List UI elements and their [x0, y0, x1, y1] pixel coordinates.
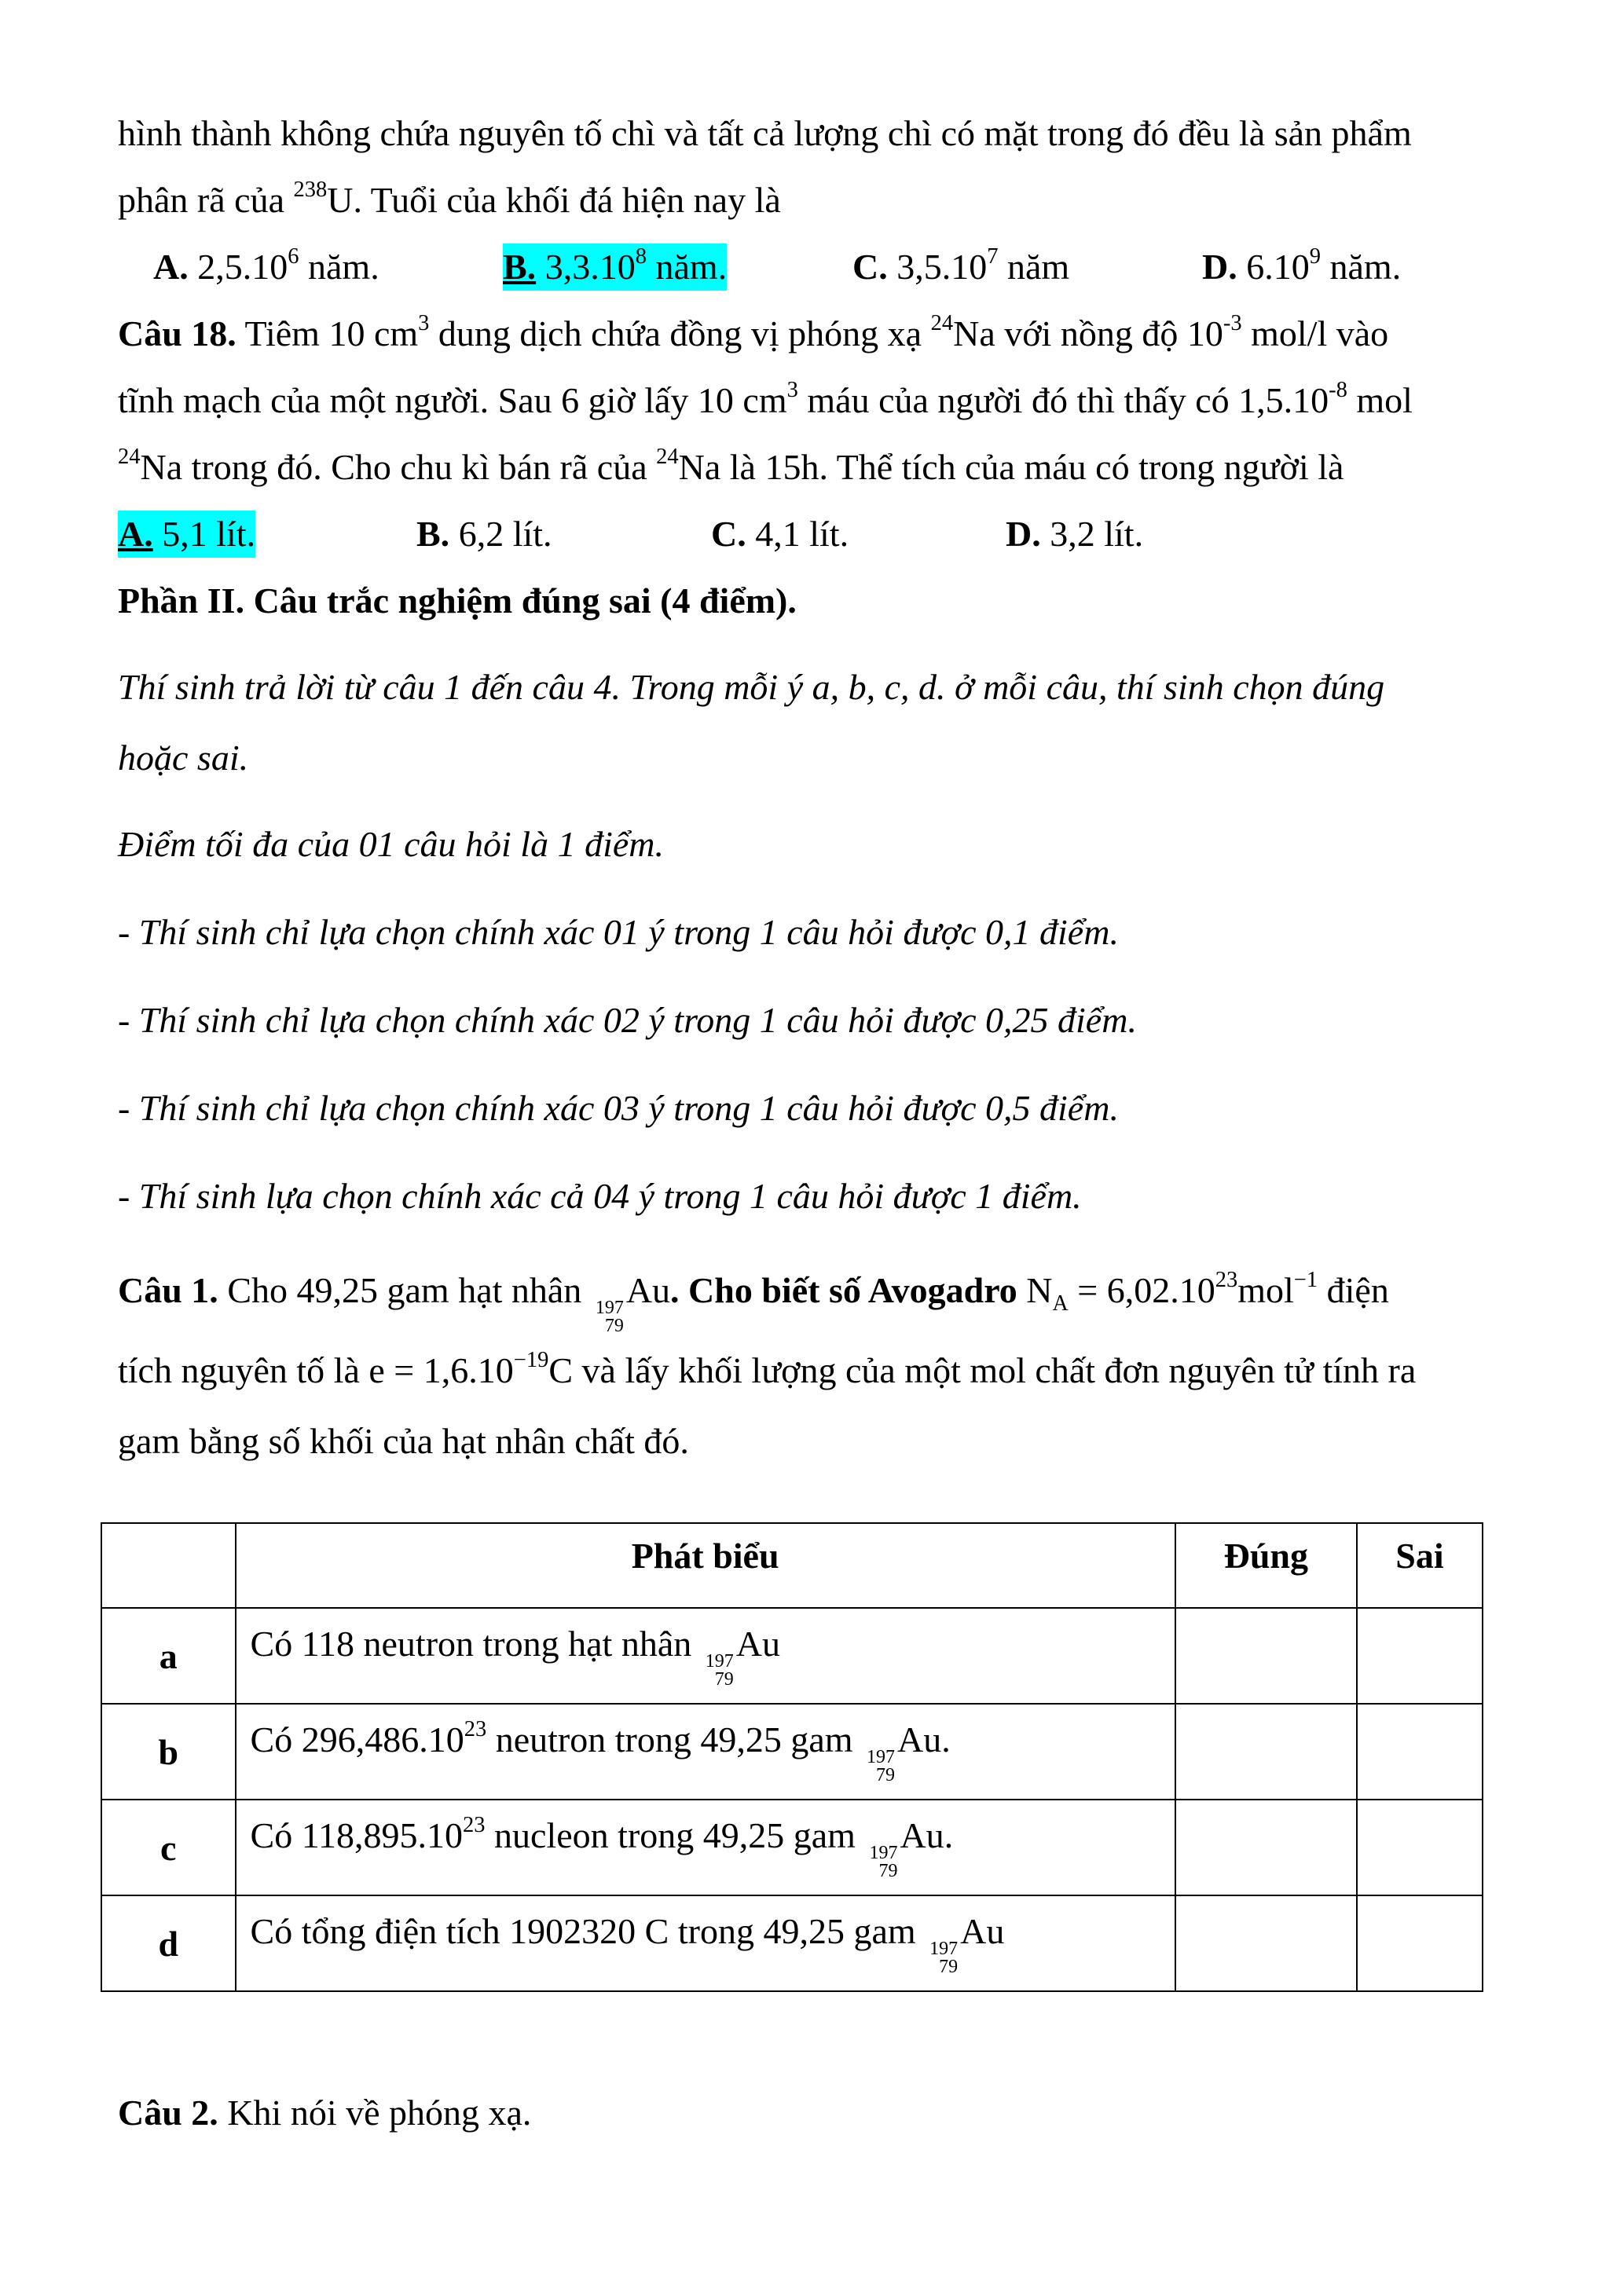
avogadro-formula: $N_A = 6,02.10^{23}mol^{-1}$	[1026, 1268, 1318, 1316]
nuclide-notation: 197 79	[595, 1298, 624, 1336]
table-row	[101, 1895, 1483, 1991]
header-label	[101, 1523, 236, 1608]
row-statement: Có 118,895.10$^{23}$ nucleon trong 49,25 gam 197 79 Au.	[236, 1800, 1175, 1895]
q2-line: Câu 2. Khi nói về phóng xạ.	[118, 2093, 532, 2133]
false-checkbox-cell[interactable]	[1357, 1800, 1483, 1895]
true-checkbox-cell[interactable]	[1175, 1800, 1357, 1895]
row-statement: Có tổng điện tích 1902320 C trong 49,25 gam 197 79 Au	[236, 1895, 1175, 1991]
intro-text: phân rã của	[118, 180, 294, 220]
q17-option-c[interactable]: C. 3,5.10$^7$ năm	[852, 244, 1070, 287]
part2-instruction: - Thí sinh chỉ lựa chọn chính xác 02 ý trong 1 câu hỏi được 0,25 điểm.	[118, 1000, 1137, 1040]
nuclide-notation: 197 79	[929, 1939, 959, 1977]
isotope-mass: 238	[293, 178, 328, 203]
q18-label: Câu 18.	[118, 313, 236, 353]
part2-instruction: - Thí sinh chỉ lựa chọn chính xác 01 ý trong 1 câu hỏi được 0,1 điểm.	[118, 912, 1119, 952]
q1-line-1: Câu 1. Cho 49,25 gam hạt nhân 197 79 Au. Cho biết số Avogadro $N_A = 6,02.10^{23}mol^{-1}$ điện	[118, 1268, 1389, 1336]
true-checkbox-cell[interactable]	[1175, 1895, 1357, 1991]
header-statement: Phát biểu	[236, 1523, 1175, 1608]
header-true: Đúng	[1175, 1523, 1357, 1608]
part2-instruction: - Thí sinh chỉ lựa chọn chính xác 03 ý trong 1 câu hỏi được 0,5 điểm.	[118, 1088, 1119, 1128]
charge-formula: $e = 1,6.10^{-19}C$	[368, 1348, 574, 1390]
nuclide-notation: 197 79	[705, 1651, 734, 1690]
q18-line-2: tĩnh mạch của một người. Sau 6 giờ lấy 10 $cm^3$ máu của người đó thì thấy có $1,5.10^{-8}$ mol	[118, 378, 1413, 420]
true-checkbox-cell[interactable]	[1175, 1608, 1357, 1704]
row-label: b	[101, 1704, 236, 1800]
part2-instruction: Thí sinh trả lời từ câu 1 đến câu 4. Trong mỗi ý a, b, c, d. ở mỗi câu, thí sinh chọn đúng	[118, 667, 1385, 707]
nuclide-notation: 197 79	[869, 1843, 898, 1881]
true-false-table	[101, 1522, 1483, 1992]
intro-line-2	[118, 177, 781, 224]
q17-option-d[interactable]: D. 6.10$^9$ năm.	[1202, 244, 1402, 287]
part2-heading: Phần II. Câu trắc nghiệm đúng sai (4 điểm).	[118, 580, 797, 621]
row-label: d	[101, 1895, 236, 1991]
false-checkbox-cell[interactable]	[1357, 1704, 1483, 1800]
q17-option-a[interactable]: A. 2,5.10$^6$ năm.	[153, 244, 379, 287]
true-checkbox-cell[interactable]	[1175, 1704, 1357, 1800]
q17-option-b[interactable]: B. 3,3.10$^8$ năm.	[503, 244, 727, 291]
table-row	[101, 1608, 1483, 1704]
header-false: Sai	[1357, 1523, 1483, 1608]
q18-option-d[interactable]: D. 3,2 lít.	[1006, 514, 1144, 554]
q18-option-a[interactable]: A. 5,1 lít.	[118, 511, 255, 558]
table-row	[101, 1704, 1483, 1800]
q18-line-1: Câu 18. Tiêm 10 $cm^3$ dung dịch chứa đồng vị phóng xạ $^{24}$Na với nồng độ $10^{-3}$ mol/l vào	[118, 311, 1389, 353]
q1-line-3: gam bằng số khối của hạt nhân chất đó.	[118, 1421, 689, 1461]
q18-option-c[interactable]: C. 4,1 lít.	[711, 514, 849, 554]
intro-text: U. Tuổi của khối đá hiện nay là	[327, 180, 781, 220]
nuclide-notation: 197 79	[867, 1747, 896, 1785]
q1-label: Câu 1.	[118, 1270, 218, 1310]
row-label: c	[101, 1800, 236, 1895]
q1-line-2: tích nguyên tố là $e = 1,6.10^{-19}C$ và lấy khối lượng của một mol chất đơn nguyên tử tính ra	[118, 1348, 1417, 1390]
false-checkbox-cell[interactable]	[1357, 1608, 1483, 1704]
row-statement: Có 118 neutron trong hạt nhân 197 79 Au	[236, 1608, 1175, 1704]
table-header-row	[101, 1523, 1483, 1608]
intro-line-1: hình thành không chứa nguyên tố chì và tất cả lượng chì có mặt trong đó đều là sản phẩm	[118, 113, 1412, 153]
row-statement: Có 296,486.10$^{23}$ neutron trong 49,25 gam 197 79 Au.	[236, 1704, 1175, 1800]
part2-instruction: hoặc sai.	[118, 738, 249, 778]
q2-label: Câu 2.	[118, 2093, 218, 2133]
table-row	[101, 1800, 1483, 1895]
false-checkbox-cell[interactable]	[1357, 1895, 1483, 1991]
q18-line-3: $^{24}$Na trong đó. Cho chu kì bán rã của $^{24}$Na là 15h. Thể tích của máu có trong người là	[118, 445, 1344, 487]
part2-instruction: - Thí sinh lựa chọn chính xác cả 04 ý trong 1 câu hỏi được 1 điểm.	[118, 1176, 1082, 1216]
q18-option-b[interactable]: B. 6,2 lít.	[416, 514, 552, 554]
row-label: a	[101, 1608, 236, 1704]
part2-instruction: Điểm tối đa của 01 câu hỏi là 1 điểm.	[118, 824, 665, 864]
